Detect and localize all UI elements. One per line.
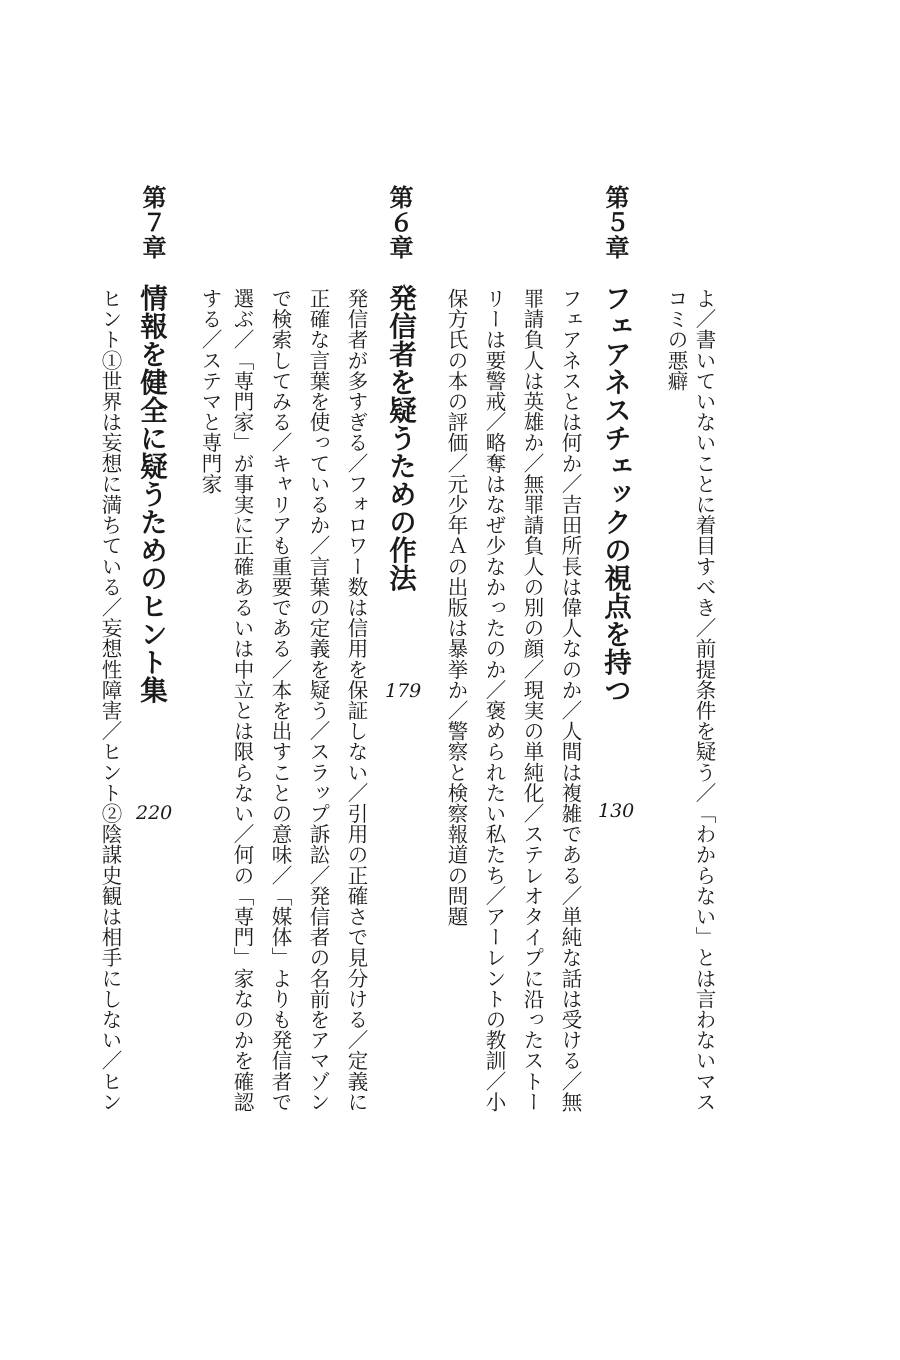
chapter-title: 発信者を疑うための作法	[384, 284, 416, 592]
toc-entry-line: 罪請負人は英雄か／無罪請負人の別の顔／現実の単純化／ステレオタイプに沿ったストー	[520, 288, 544, 1112]
toc-entry-line: 保方氏の本の評価／元少年Ａの出版は暴挙か／警察と検察報道の問題	[444, 288, 468, 927]
toc-entry-line: 発信者が多すぎる／フォロワー数は信用を保証しない／引用の正確さで見分ける／定義に	[344, 288, 368, 1112]
chapter-title: 情報を健全に疑うためのヒント集	[135, 284, 167, 704]
chapter-label: 第５章	[601, 185, 629, 260]
toc-entry-line: リーは要警戒／略奪はなぜ少なかったのか／褒められたい私たち／アーレントの教訓／小	[482, 288, 506, 1112]
toc-entry-line: コミの悪癖	[664, 288, 688, 391]
page-number: 220	[136, 802, 173, 824]
toc-entry-line: 正確な言葉を使っているか／言葉の定義を疑う／スラップ訴訟／発信者の名前をアマゾン	[306, 288, 330, 1112]
page-number: 179	[385, 680, 422, 702]
toc-entry-line: よ／書いていないことに着目すべき／前提条件を疑う／「わからない」とは言わないマス	[692, 288, 716, 1112]
toc-entry-line: 選ぶ／「専門家」が事実に正確あるいは中立とは限らない／何の「専門」家なのかを確認	[230, 288, 254, 1112]
chapter-label: 第６章	[385, 185, 413, 260]
toc-entry-line: で検索してみる／キャリアも重要である／本を出すことの意味／「媒体」よりも発信者で	[268, 288, 292, 1112]
toc-entry-line: する／ステマと専門家	[198, 288, 222, 494]
toc-entry-line: ヒント①世界は妄想に満ちている／妄想性障害／ヒント②陰謀史観は相手にしない／ヒン	[98, 288, 122, 1112]
chapter-label: 第７章	[138, 185, 166, 260]
toc-entry-line: フェアネスとは何か／吉田所長は偉人なのか／人間は複雑である／単純な話は受ける／無	[558, 288, 582, 1112]
page-number: 130	[598, 800, 635, 822]
chapter-title: フェアネスチェックの視点を持つ	[599, 284, 631, 704]
